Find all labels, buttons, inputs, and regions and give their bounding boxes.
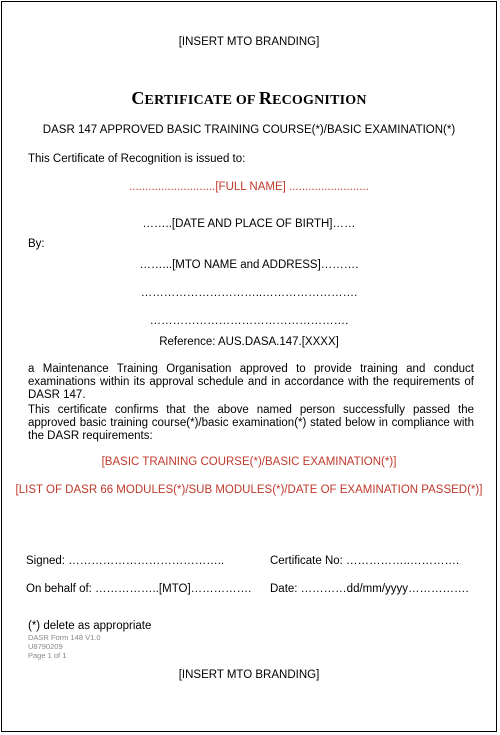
mto-name-placeholder: ……...[MTO NAME and ADDRESS]………. — [139, 259, 359, 271]
title-cap-1: C — [131, 88, 145, 108]
certificate-page — [1, 1, 497, 732]
doc-code: U8790209 — [28, 642, 63, 651]
title-word-1: ERTIFICATE OF — [144, 93, 259, 108]
page-info: Page 1 of 1 — [28, 651, 67, 660]
maintenance-paragraph: a Maintenance Training Organisation approved to provide training and conduct examinations within its approval schedule and in accordance with the requirements of DASR 147. — [28, 363, 474, 401]
certificate-subtitle: DASR 147 APPROVED BASIC TRAINING COURSE(*)/BASIC EXAMINATION(*) — [42, 124, 456, 136]
blank-line-2: ……………………………………………. — [149, 315, 349, 327]
date-place-birth-placeholder: ……..[DATE AND PLACE OF BIRTH]…… — [142, 218, 356, 230]
footer-branding: [INSERT MTO BRANDING] — [178, 669, 320, 681]
date-field: Date: …………dd/mm/yyyy……………. — [270, 583, 469, 595]
blank-line-1: …………………………..……………………. — [140, 287, 358, 299]
full-name-placeholder: ...........................[FULL NAME] ......................... — [129, 181, 369, 193]
reference-line: Reference: AUS.DASA.147.[XXXX] — [159, 336, 339, 348]
form-id: DASR Form 148 V1.0 — [28, 633, 101, 642]
title-cap-2: R — [258, 88, 273, 108]
title-word-2: ECOGNITION — [272, 93, 367, 108]
modules-placeholder: [LIST OF DASR 66 MODULES(*)/SUB MODULES(*)/DATE OF EXAMINATION PASSED(*)] — [15, 484, 483, 496]
delete-note: (*) delete as appropriate — [28, 620, 152, 632]
on-behalf-field: On behalf of: ……………..[MTO]……………. — [26, 583, 252, 595]
course-placeholder: [BASIC TRAINING COURSE(*)/BASIC EXAMINATION(*)] — [101, 456, 397, 468]
by-label: By: — [28, 238, 45, 250]
certificate-no-field: Certificate No: ……………..…………. — [270, 555, 460, 567]
confirms-paragraph: This certificate confirms that the above named person successfully passed the approved basic training course(*)/basic examination(*) stated below in compliance with the DASR requirements: — [28, 404, 474, 442]
signed-field: Signed: ………………………………….. — [26, 555, 225, 567]
certificate-title — [2, 88, 496, 109]
issued-to-label: This Certificate of Recognition is issued to: — [28, 153, 246, 165]
header-branding: [INSERT MTO BRANDING] — [178, 36, 320, 48]
